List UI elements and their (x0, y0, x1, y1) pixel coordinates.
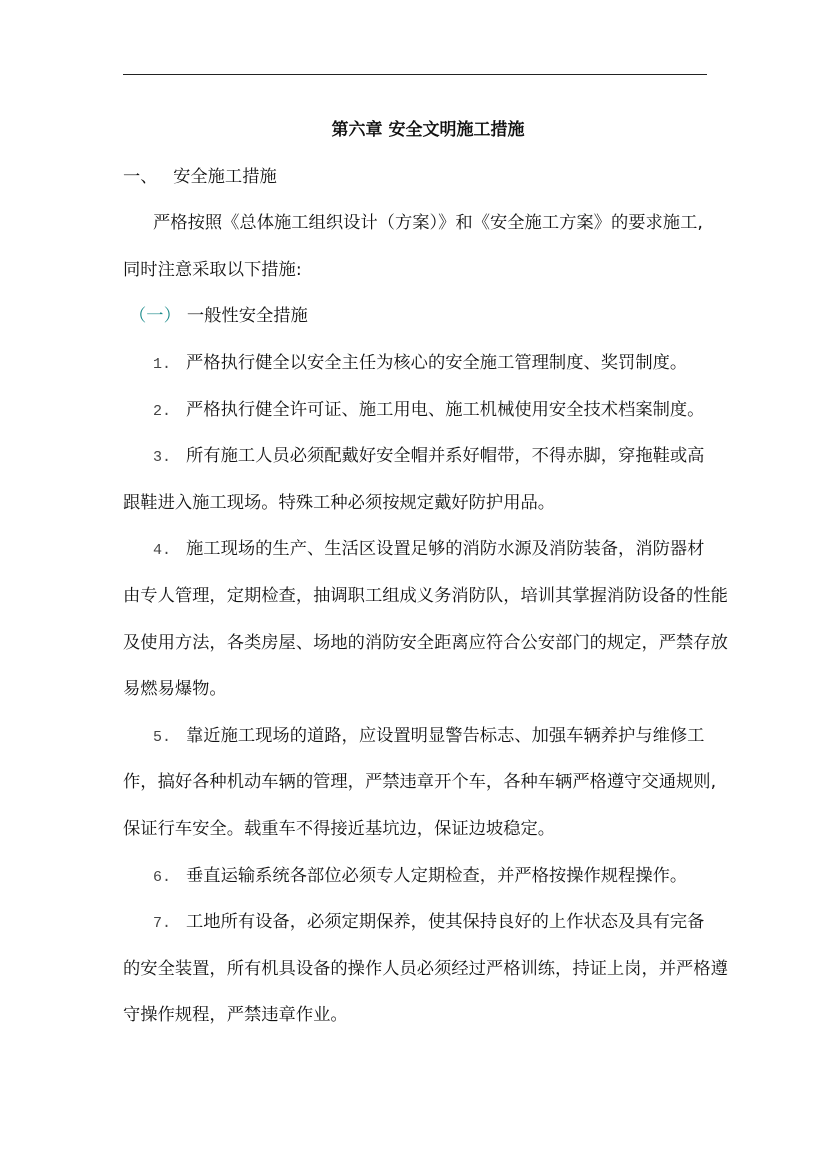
list-item-text: 垂直运输系统各部位必须专人定期检查，并严格按操作规程操作。 (186, 865, 688, 886)
list-item (123, 526, 707, 573)
list-item-number: 5. (153, 728, 172, 746)
list-item-text: 及使用方法，各类房屋、场地的消防安全距离应符合公安部门的规定，严禁存放 (123, 632, 728, 653)
subsection-heading (123, 293, 707, 340)
list-item-number: 7. (153, 915, 172, 933)
header-rule (123, 74, 707, 75)
list-item-text: 保证行车安全。载重车不得接近基坑边，保证边坡稳定。 (123, 818, 556, 839)
chapter-title: 第六章 安全文明施工措施 (331, 120, 525, 140)
intro-line: 严格按照《总体施工组织设计（方案）》和《安全施工方案》的要求施工, (153, 213, 703, 234)
measure-list (123, 340, 728, 1039)
list-item-text: 作，搞好各种机动车辆的管理，严禁违章开个车，各种车辆严格遵守交通规则, (123, 772, 717, 793)
list-item-text: 由专人管理，定期检查，抽调职工组成义务消防队，培训其掌握消防设备的性能 (123, 585, 728, 606)
section-title: 安全施工措施 (173, 166, 277, 187)
list-item-continuation (123, 666, 707, 713)
list-item-text: 施工现场的生产、生活区设置足够的消防水源及消防装备，消防器材 (186, 539, 705, 560)
list-item-text: 守操作规程，严禁违章作业。 (123, 1005, 348, 1026)
list-item-number: 1. (153, 355, 172, 373)
list-item-text: 工地所有设备，必须定期保养，使其保持良好的上作状态及具有完备 (186, 912, 705, 933)
list-item-continuation (123, 806, 707, 853)
subsection-title: 一般性安全措施 (186, 306, 308, 327)
list-item-text: 严格执行健全以安全主任为核心的安全施工管理制度、奖罚制度。 (186, 352, 688, 373)
list-item-text: 易燃易爆物。 (123, 679, 227, 700)
list-item-text: 严格执行健全许可证、施工用电、施工机械使用安全技术档案制度。 (186, 399, 705, 420)
list-item-continuation (123, 992, 707, 1039)
section-heading (123, 154, 707, 201)
list-item-text: 靠近施工现场的道路，应设置明显警告标志、加强车辆养护与维修工 (186, 725, 705, 746)
intro-line: 同时注意采取以下措施: (123, 259, 302, 280)
list-item (123, 387, 707, 434)
list-item (123, 433, 707, 480)
subsection-number: （一） (129, 306, 181, 327)
list-item-number: 6. (153, 868, 172, 886)
list-item-continuation (123, 759, 717, 806)
list-item-number: 3. (153, 449, 172, 467)
list-item-number: 4. (153, 542, 172, 560)
list-item-text: 的安全装置，所有机具设备的操作人员必须经过严格训练，持证上岗，并严格遵 (123, 958, 728, 979)
list-item-text: 所有施工人员必须配戴好安全帽并系好帽带，不得赤脚，穿拖鞋或高 (186, 446, 705, 467)
list-item-continuation (123, 480, 707, 527)
list-item-continuation (123, 573, 728, 620)
list-item (123, 899, 707, 946)
list-item (123, 713, 707, 760)
section-number: 一、 (123, 166, 158, 187)
list-item-continuation (123, 620, 728, 667)
document-body (123, 107, 728, 1039)
list-item (123, 853, 707, 900)
list-item-text: 跟鞋进入施工现场。特殊工种必须按规定戴好防护用品。 (123, 492, 556, 513)
list-item-number: 2. (153, 402, 172, 420)
list-item (123, 340, 707, 387)
list-item-continuation (123, 946, 728, 993)
